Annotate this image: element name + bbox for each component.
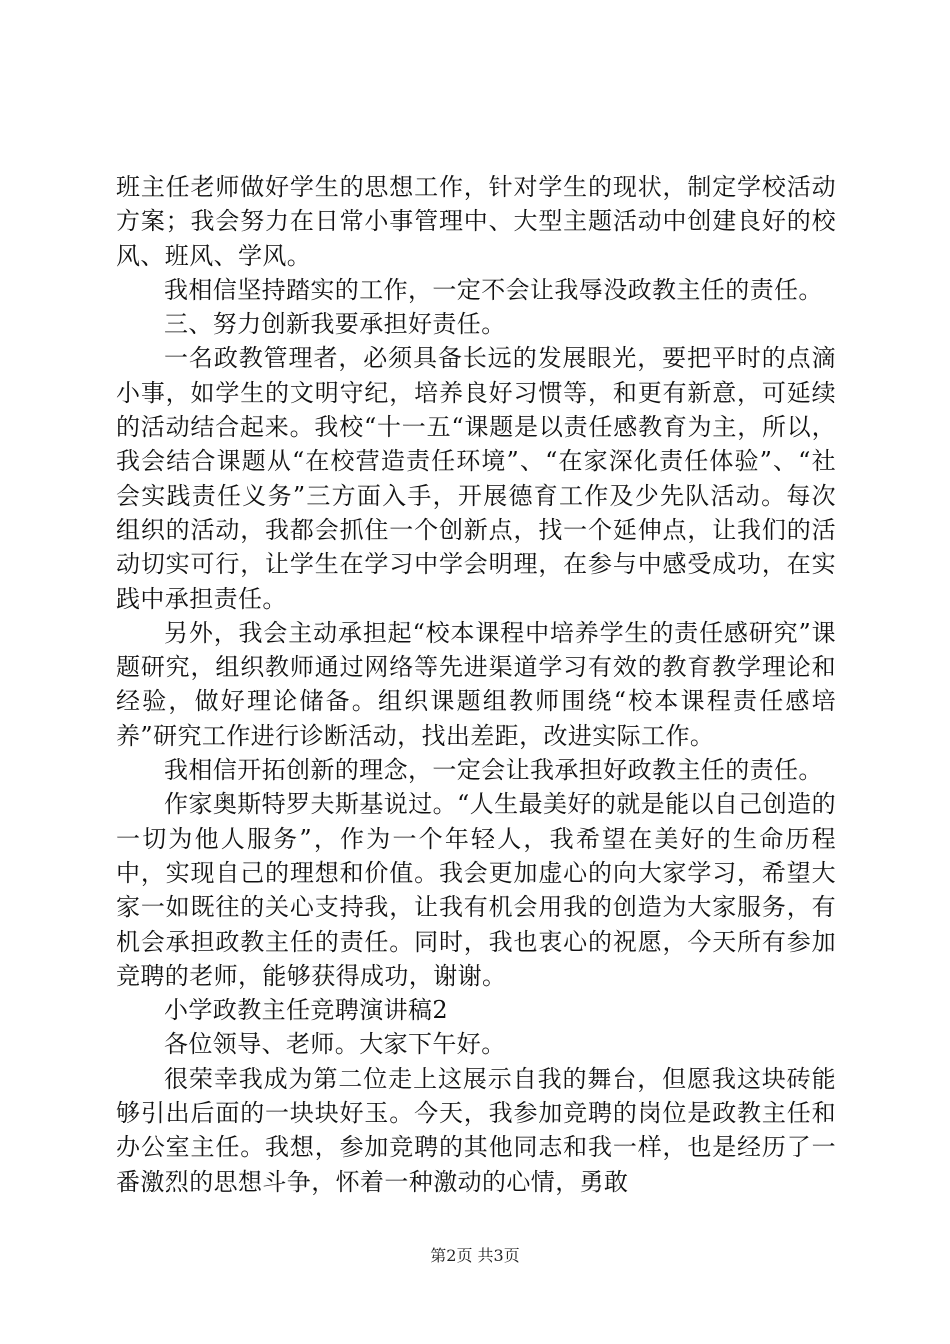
document-subtitle: 小学政教主任竞聘演讲稿2 <box>164 996 449 1025</box>
paragraph: 很荣幸我成为第二位走上这展示自我的舞台，但愿我这块砖能够引出后面的一块块好玉。今天，我参加竞聘的岗位是政教主任和办公室主任。我想，参加竞聘的其他同志和我一样，也是经历了一番激烈的思想斗争，怀着一种激动的心情，勇敢 <box>116 1064 836 1196</box>
paragraph: 一名政教管理者，必须具备长远的发展眼光，要把平时的点滴小事，如学生的文明守纪，培养良好习惯等，和更有新意，可延续的活动结合起来。我校“十一五“课题是以责任感教育为主，所以，我会结合课题从“在校营造责任环境”、“在家深化责任体验”、“社会实践责任义务”三方面入手，开展德育工作及少先队活动。每次组织的活动，我都会抓住一个创新点，找一个延伸点，让我们的活动切实可行，让学生在学习中学会明理，在参与中感受成功，在实践中承担责任。 <box>116 344 836 613</box>
paragraph: 我相信开拓创新的理念，一定会让我承担好政教主任的责任。 <box>164 756 823 785</box>
paragraph: 我相信坚持踏实的工作，一定不会让我辱没政教主任的责任。 <box>164 275 823 304</box>
paragraph-continuation: 班主任老师做好学生的思想工作，针对学生的现状，制定学校活动方案；我会努力在日常小事管理中、大型主题活动中创建良好的校风、班风、学风。 <box>116 173 836 270</box>
paragraph: 作家奥斯特罗夫斯基说过。“人生最美好的就是能以自己创造的一切为他人服务”，作为一个年轻人，我希望在美好的生命历程中，实现自己的理想和价值。我会更加虚心的向大家学习，希望大家一如既往的关心支持我，让我有机会用我的创造为大家服务，有机会承担政教主任的责任。同时，我也衷心的祝愿，今天所有参加竞聘的老师，能够获得成功，谢谢。 <box>116 790 836 990</box>
document-body <box>116 170 836 1199</box>
page-number-footer: 第2页 共3页 <box>430 1246 520 1265</box>
greeting: 各位领导、老师。大家下午好。 <box>164 1030 506 1059</box>
section-heading: 三、努力创新我要承担好责任。 <box>164 310 506 339</box>
paragraph: 另外，我会主动承担起“校本课程中培养学生的责任感研究”课题研究，组织教师通过网络等先进渠道学习有效的教育教学理论和经验，做好理论储备。组织课题组教师围绕“校本课程责任感培养”研究工作进行诊断活动，找出差距，改进实际工作。 <box>116 618 836 750</box>
